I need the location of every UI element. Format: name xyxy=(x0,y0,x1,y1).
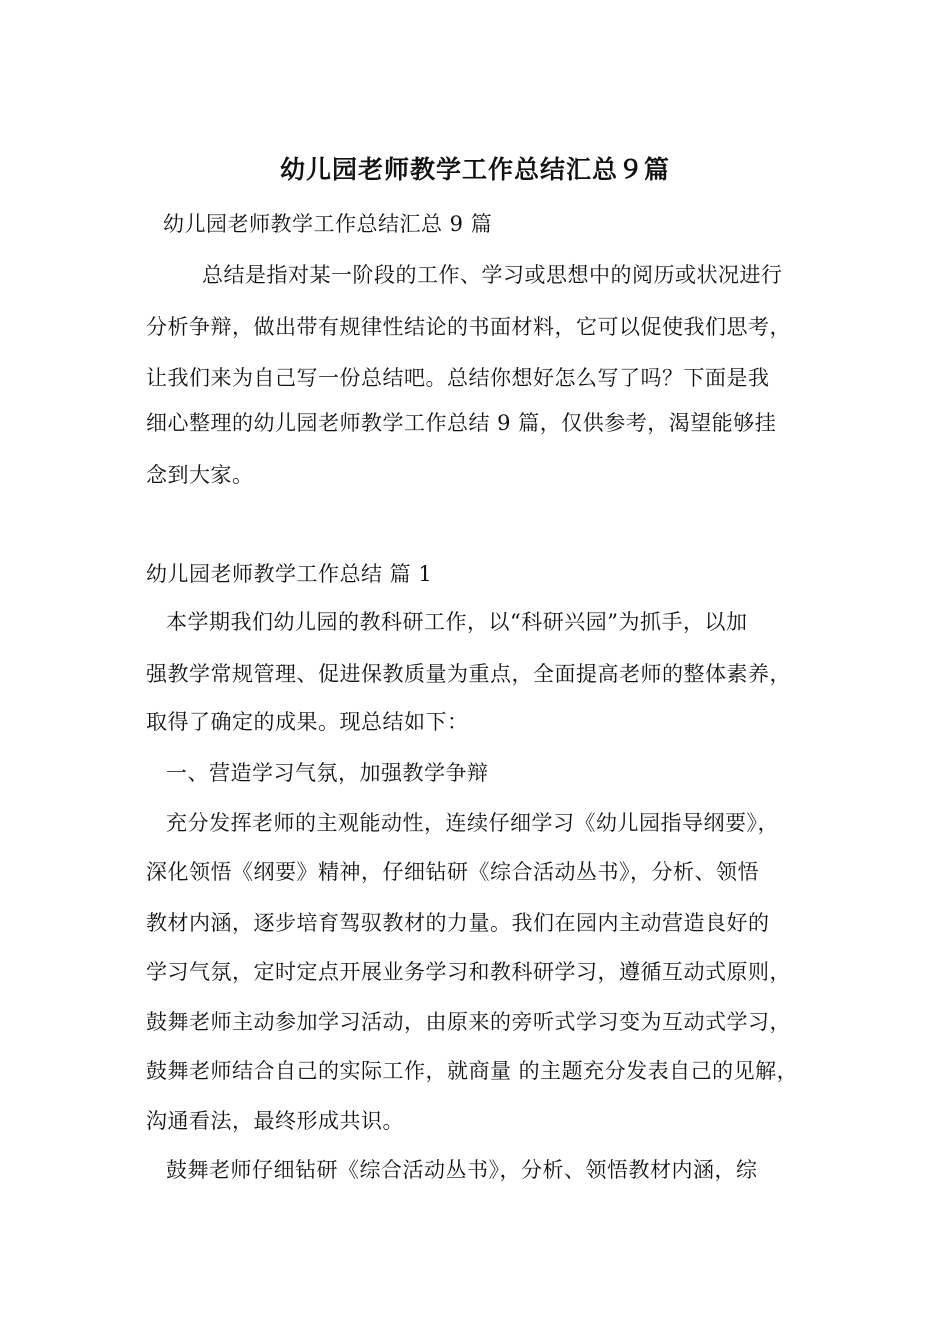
intro-line: 念到大家。 xyxy=(146,463,254,487)
paragraph-line: 鼓舞老师主动参加学习活动，由原来的旁听式学习变为互动式学习， xyxy=(146,1010,791,1034)
document-title: 幼儿园老师教学工作总结汇总９篇 xyxy=(279,155,670,184)
paragraph-line: 强教学常规管理、促进保教质量为重点，全面提高老师的整体素养， xyxy=(146,662,791,686)
intro-line: 分析争辩，做出带有规律性结论的书面材料，它可以促使我们思考， xyxy=(146,315,791,339)
paragraph-line: 沟通看法，最终形成共识。 xyxy=(146,1109,404,1133)
intro-line: 细心整理的幼儿园老师教学工作总结 9 篇，仅供参考，渴望能够挂 xyxy=(146,411,777,435)
paragraph-line: 鼓舞老师仔细钻研《综合活动丛书》，分析、领悟教材内涵，综 xyxy=(166,1158,758,1182)
intro-line: 总结是指对某一阶段的工作、学习或思想中的阅历或状况进行 xyxy=(202,263,783,287)
paragraph-line: 教材内涵，逐步培育驾驭教材的力量。我们在园内主动营造良好的 xyxy=(146,911,770,935)
document-subtitle: 幼儿园老师教学工作总结汇总 9 篇 xyxy=(163,212,493,236)
paragraph-line: 学习气氛，定时定点开展业务学习和教科研学习，遵循互动式原则， xyxy=(146,960,791,984)
subheading: 一、营造学习气氛，加强教学争辩 xyxy=(166,761,489,785)
paragraph-line: 取得了确定的成果。现总结如下： xyxy=(146,710,469,734)
paragraph-line: 充分发挥老师的主观能动性，连续仔细学习《幼儿园指导纲要》， xyxy=(166,811,779,835)
paragraph-line: 鼓舞老师结合自己的实际工作，就商量 的主题充分发表自己的见解， xyxy=(146,1059,799,1083)
section-heading: 幼儿园老师教学工作总结 篇 1 xyxy=(146,562,433,586)
paragraph-line: 深化领悟《纲要》精神，仔细钻研《综合活动丛书》，分析、领悟 xyxy=(146,860,759,884)
intro-line: 让我们来为自己写一份总结吧。总结你想好怎么写了吗？下面是我 xyxy=(146,366,770,390)
paragraph-line: 本学期我们幼儿园的教科研工作，以“科研兴园”为抓手，以加 xyxy=(166,610,748,634)
